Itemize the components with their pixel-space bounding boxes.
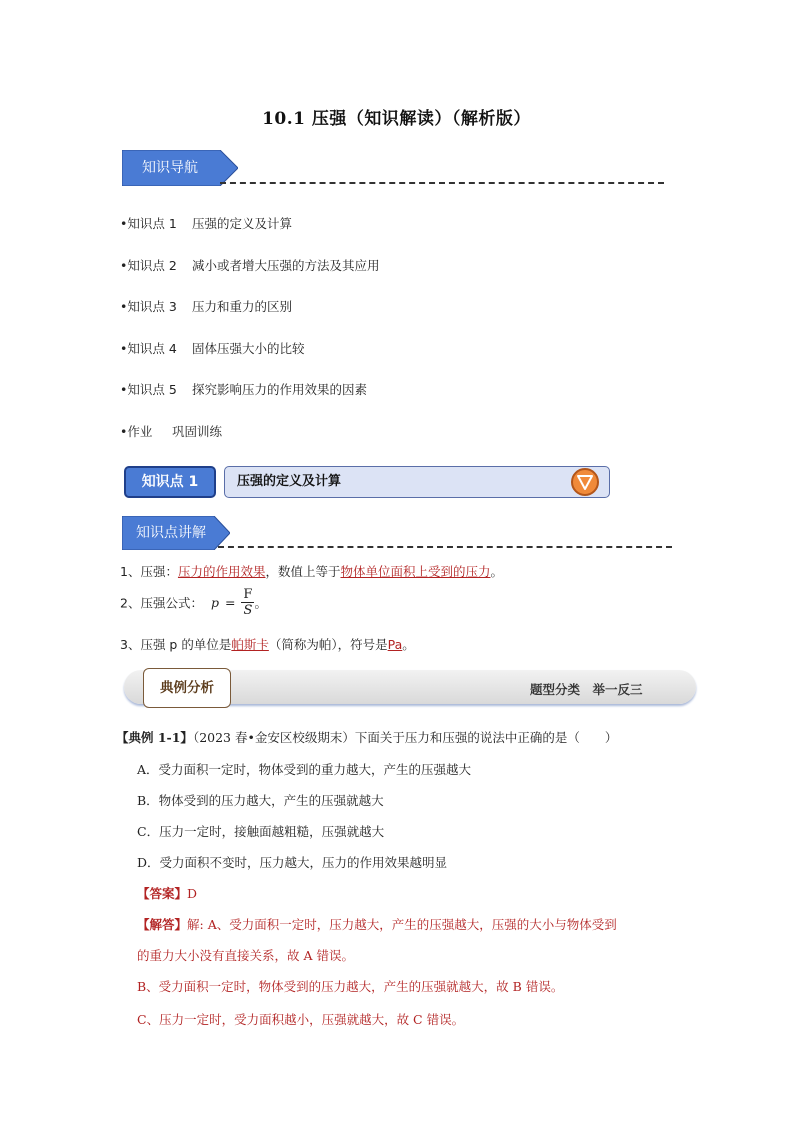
question-stem: 【典例 1-1】（2023 春•金安区校级期末）下面关于压力和压强的说法中正确的是（ ） <box>116 730 618 745</box>
analysis-line-1: 【解答】解: A、受力面积一定时，压力越大，产生的压强越大，压强的大小与物体受到 <box>137 917 617 932</box>
option-b: B．物体受到的压力越大，产生的压强就越大 <box>137 793 384 808</box>
explain-divider <box>218 546 672 548</box>
nav-item-5[interactable]: •知识点 5 探究影响压力的作用效果的因素 <box>120 382 368 397</box>
formula-fraction: $\frac{F}{S}$ <box>243 587 253 618</box>
nav-item-2[interactable]: •知识点 2 减小或者增大压强的方法及其应用 <box>120 258 380 273</box>
definition-line: 1、压强：压力的作用效果，数值上等于物体单位面积上受到的压力。 <box>120 564 504 579</box>
question-tag: 【典例 1-1】 <box>116 730 193 745</box>
analysis-line-4: C、压力一定时，受力面积越小，压强就越大，故 C 错误。 <box>137 1012 465 1027</box>
unit-name: 帕斯卡 <box>231 637 269 652</box>
unit-symbol: Pa <box>387 637 403 652</box>
nav-item-4[interactable]: •知识点 4 固体压强大小的比较 <box>120 341 305 356</box>
option-c: C．压力一定时，接触面越粗糙，压强就越大 <box>137 824 385 839</box>
formula-var-p: p <box>210 595 219 610</box>
analysis-line-2: 的重力大小没有直接关系，故 A 错误。 <box>137 948 354 963</box>
nav-banner-label: 知识导航 <box>142 160 198 176</box>
unit-line: 3、压强 p 的单位是帕斯卡（简称为帕），符号是Pa。 <box>120 637 415 652</box>
triangle-down-icon <box>573 470 597 494</box>
kp1-label-box: 知识点 1 <box>124 466 216 498</box>
definition-highlight: 压力的作用效果 <box>177 564 266 579</box>
nav-item-3[interactable]: •知识点 3 压力和重力的区别 <box>120 299 293 314</box>
analysis-line-3: B、受力面积一定时，物体受到的压力越大，产生的压强就越大，故 B 错误。 <box>137 979 564 994</box>
nav-item-homework[interactable]: •作业 巩固训练 <box>120 424 223 439</box>
option-d: D．受力面积不变时，压力越大，压力的作用效果越明显 <box>137 855 448 870</box>
example-subtitle: 题型分类 举一反三 <box>530 682 643 697</box>
option-a: A．受力面积一定时，物体受到的重力越大，产生的压强越大 <box>137 762 472 777</box>
nav-item-1[interactable]: •知识点 1 压强的定义及计算 <box>120 216 293 231</box>
answer-line: 【答案】D <box>137 886 198 901</box>
nav-divider <box>220 182 664 184</box>
explain-banner-label: 知识点讲解 <box>136 525 206 541</box>
kp1-title-bar: 压强的定义及计算 <box>224 466 610 498</box>
formula-line: 2、压强公式： p = $\frac{F}{S}$ 。 <box>120 587 267 618</box>
page-title: 10.1 压强（知识解读）（解析版） <box>262 109 531 129</box>
definition-highlight-2: 物体单位面积上受到的压力 <box>340 564 491 579</box>
example-tab: 典例分析 <box>143 668 231 708</box>
kp1-expand-button[interactable] <box>571 468 599 496</box>
